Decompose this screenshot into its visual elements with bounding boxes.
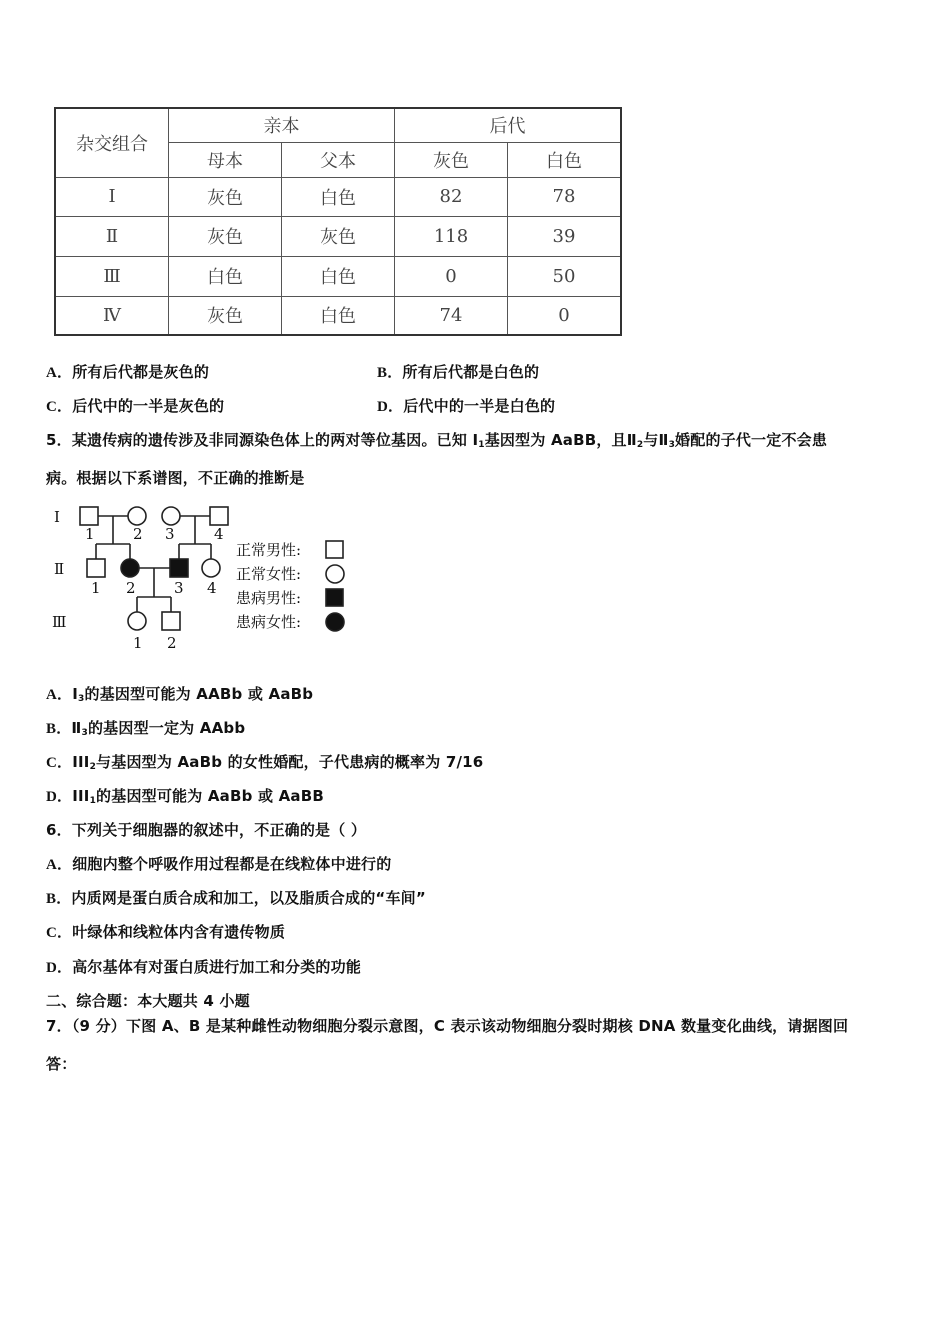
- gen1-number: 4: [214, 525, 224, 543]
- cell-gray: 82: [395, 177, 508, 216]
- gen2-number: 1: [91, 579, 101, 597]
- header-offspring: 后代: [395, 108, 622, 142]
- q6-option-b: B．内质网是蛋白质合成和加工，以及脂质合成的“车间”: [46, 889, 426, 907]
- q4-option-c: C．后代中的一半是灰色的: [46, 397, 225, 415]
- legend-normal-female-label: 正常女性:: [236, 565, 302, 583]
- table-row: [55, 296, 621, 335]
- cell-white: 0: [508, 296, 622, 335]
- header-gray: 灰色: [395, 142, 508, 177]
- gen-label-2: Ⅱ: [54, 560, 65, 578]
- header-white: 白色: [508, 142, 622, 177]
- cell-white: 39: [508, 216, 622, 256]
- gen3-individual-2-normal-male: [162, 612, 180, 630]
- cell-white: 50: [508, 256, 622, 296]
- q5-stem-line1: 5．某遗传病的遗传涉及非同源染色体上的两对等位基因。已知 $I_1$基因型为 AaBB，且$Ⅱ_2$与$Ⅱ_3$婚配的子代一定不会患: [46, 431, 828, 450]
- legend-normal-male-label: 正常男性:: [236, 541, 302, 559]
- gen2-number: 3: [174, 579, 184, 597]
- cell-father: 白色: [282, 296, 395, 335]
- gen1-individual-3-normal-female: [162, 507, 180, 525]
- cell-mother: 灰色: [169, 216, 282, 256]
- gen2-number: 2: [126, 579, 136, 597]
- legend-normal-female-symbol: [326, 565, 344, 583]
- q4-option-d: D．后代中的一半是白色的: [377, 397, 556, 415]
- q5-option-d: D．$III_1$的基因型可能为 AaBb 或 AaBB: [46, 787, 325, 806]
- cell-gray: 118: [395, 216, 508, 256]
- header-parents: 亲本: [169, 108, 395, 142]
- gen2-number: 4: [207, 579, 217, 597]
- gen2-individual-1-normal-male: [87, 559, 105, 577]
- gen-label-3: Ⅲ: [52, 613, 67, 631]
- gen1-number: 1: [85, 525, 95, 543]
- cell-group: Ⅲ: [55, 256, 169, 296]
- cell-mother: 白色: [169, 256, 282, 296]
- gen2-individual-3-affected-male: [170, 559, 188, 577]
- cell-group: Ⅰ: [55, 177, 169, 216]
- q5-stem-line2: 病。根据以下系谱图，不正确的推断是: [46, 469, 305, 487]
- q4-option-a: A．所有后代都是灰色的: [46, 363, 210, 381]
- cell-group: Ⅱ: [55, 216, 169, 256]
- cell-mother: 灰色: [169, 296, 282, 335]
- gen1-individual-4-normal-male: [210, 507, 228, 525]
- header-cross-group: 杂交组合: [55, 108, 169, 177]
- q4-option-b: B．所有后代都是白色的: [377, 363, 540, 381]
- gen3-individual-1-normal-female: [128, 612, 146, 630]
- q5-option-c: C．$III_2$与基因型为 AaBb 的女性婚配，子代患病的概率为 7/16: [46, 753, 484, 772]
- cell-white: 78: [508, 177, 622, 216]
- cell-group: Ⅳ: [55, 296, 169, 335]
- cell-gray: 74: [395, 296, 508, 335]
- header-father: 父本: [282, 142, 395, 177]
- q7-stem-line2: 答：: [46, 1055, 77, 1073]
- cell-gray: 0: [395, 256, 508, 296]
- table-row: [55, 216, 621, 256]
- q6-option-c: C．叶绿体和线粒体内含有遗传物质: [46, 923, 286, 941]
- q5-option-b: B．$Ⅱ_3$的基因型一定为 AAbb: [46, 719, 246, 738]
- legend-affected-male-symbol: [326, 589, 343, 606]
- pedigree-chart: [40, 500, 360, 660]
- cell-father: 白色: [282, 256, 395, 296]
- q6-option-a: A．细胞内整个呼吸作用过程都是在线粒体中进行的: [46, 855, 392, 873]
- gen1-individual-2-normal-female: [128, 507, 146, 525]
- q7-stem-line1: 7．（9 分）下图 A、B 是某种雌性动物细胞分裂示意图，C 表示该动物细胞分裂时期核 DNA 数量变化曲线，请据图回: [46, 1017, 849, 1035]
- legend-affected-female-symbol: [326, 613, 344, 631]
- q5-option-a: A．$Ⅰ_3$的基因型可能为 AABb 或 AaBb: [46, 685, 314, 704]
- cell-mother: 灰色: [169, 177, 282, 216]
- legend-affected-female-label: 患病女性:: [236, 613, 302, 631]
- legend-normal-male-symbol: [326, 541, 343, 558]
- table-row: [55, 256, 621, 296]
- header-mother: 母本: [169, 142, 282, 177]
- gen1-number: 2: [133, 525, 143, 543]
- q6-option-d: D．高尔基体有对蛋白质进行加工和分类的功能: [46, 958, 362, 976]
- gen3-number: 2: [167, 634, 177, 652]
- cell-father: 灰色: [282, 216, 395, 256]
- gen1-individual-1-normal-male: [80, 507, 98, 525]
- gen2-individual-4-normal-female: [202, 559, 220, 577]
- gen-label-1: Ⅰ: [54, 508, 60, 526]
- table-row: [55, 177, 621, 216]
- gen2-individual-2-affected-female: [121, 559, 139, 577]
- legend-affected-male-label: 患病男性:: [236, 589, 302, 607]
- q6-stem: 6．下列关于细胞器的叙述中，不正确的是（ ）: [46, 821, 367, 839]
- cross-results-table: [54, 107, 622, 336]
- gen1-number: 3: [165, 525, 175, 543]
- cell-father: 白色: [282, 177, 395, 216]
- gen3-number: 1: [133, 634, 143, 652]
- section-heading: 二、综合题：本大题共 4 小题: [46, 992, 250, 1010]
